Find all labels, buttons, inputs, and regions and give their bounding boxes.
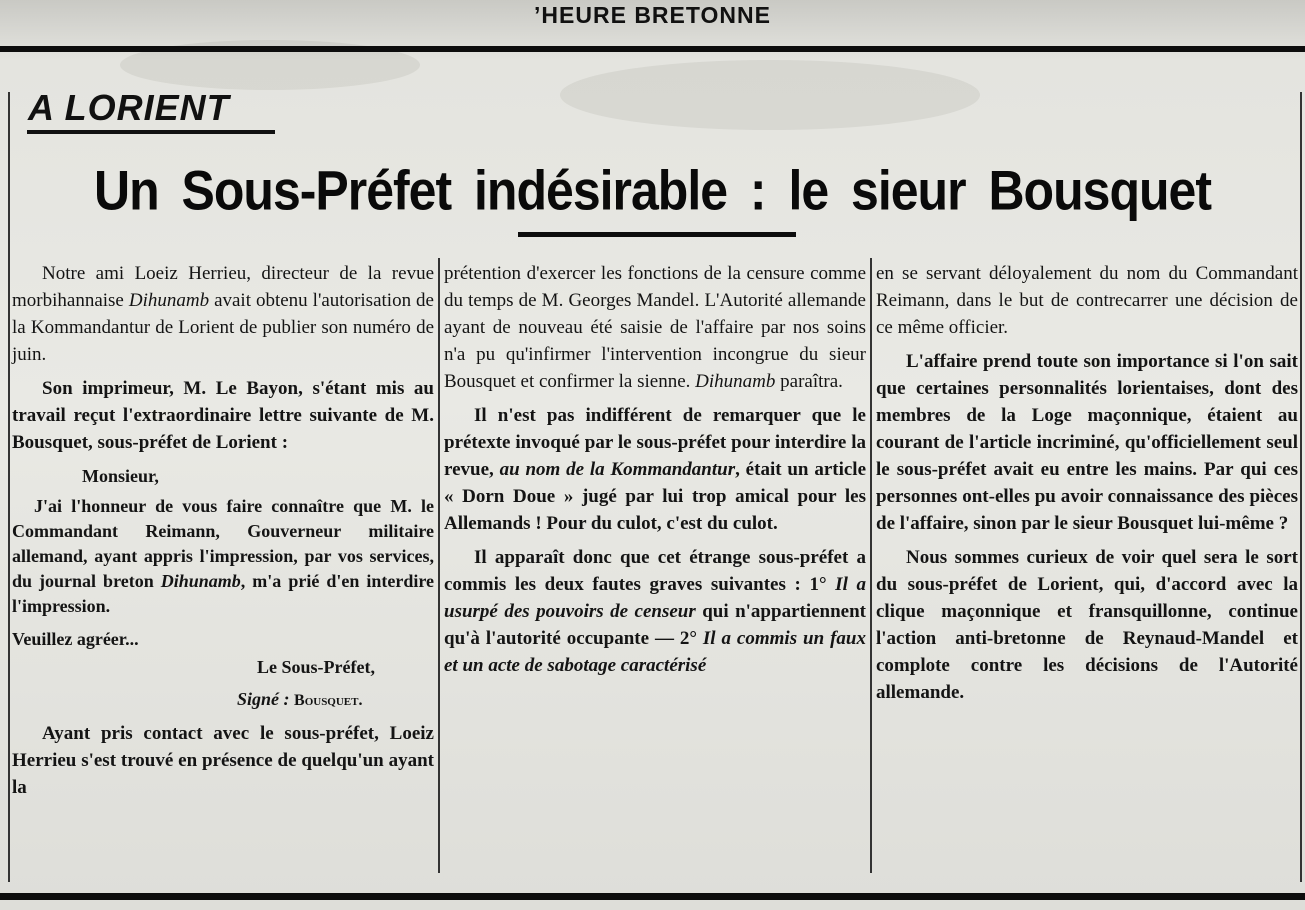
paragraph: Il n'est pas indifférent de remarquer que le prétexte invoqué par le sous-préfet pour interdire la revue, au nom de la Kommandantur, était un article « Dorn Doue » jugé par lui trop amical pour les Allemands ! Pour du culot, c'est du culot.: [444, 405, 866, 534]
column-1: [12, 260, 434, 885]
letter-salutation: Monsieur,: [82, 466, 159, 486]
masthead: ʼHEURE BRETONNE: [534, 2, 771, 28]
column-3: [876, 260, 1298, 885]
column-separator: [870, 258, 872, 873]
column-separator: [438, 258, 440, 873]
section-kicker: A LORIENT: [28, 87, 230, 128]
paragraph: Notre ami Loeiz Herrieu, directeur de la revue morbihannaise Dihunamb avait obtenu l'autorisation de la Kommandantur de Lorient de publier son numéro de juin.: [12, 263, 434, 365]
paragraph: en se servant déloyalement du nom du Commandant Reimann, dans le but de contrecarrer une décision de ce même officier.: [876, 263, 1298, 338]
paragraph: Il apparaît donc que cet étrange sous-préfet a commis les deux fautes graves suivantes : 1° Il a usurpé des pouvoirs de censeur qui n'appartiennent qu'à l'autorité occupante — 2° Il a commis un faux et un acte de sabotage caractérisé: [444, 547, 866, 676]
headline: Un Sous-Préfet indésirable : le sieur Bousquet: [93, 159, 1211, 222]
top-rule: [0, 46, 1305, 52]
kicker-underline: [27, 130, 275, 134]
signature-title: Le Sous-Préfet,: [257, 657, 375, 677]
signature: Signé : Bousquet.: [237, 689, 363, 709]
paragraph: Ayant pris contact avec le sous-préfet, Loeiz Herrieu s'est trouvé en présence de quelqu'un ayant la: [12, 723, 434, 798]
paragraph: Son imprimeur, M. Le Bayon, s'étant mis au travail reçut l'extraordinaire lettre suivante de M. Bousquet, sous-préfet de Lorient :: [12, 378, 434, 453]
quoted-letter: [12, 463, 434, 653]
bottom-rule: [0, 893, 1305, 900]
paragraph: L'affaire prend toute son importance si l'on sait que certaines personnalités lorientaises, dont des membres de la Loge maçonnique, étaient au courant de l'article incriminé, qu'officiellement seul le sous-préfet avait eu entre les mains. Par qui ces personnes ont-elles pu avoir connaissance des pièces de l'affaire, sinon par le sieur Bousquet lui-même ?: [876, 351, 1298, 534]
letter-body: J'ai l'honneur de vous faire connaître que M. le Commandant Reimann, Gouverneur militaire allemand, ayant appris l'impression, par vos services, du journal breton Dihunamb, m'a prié d'en interdire l'impression.: [12, 496, 434, 616]
paragraph: Nous sommes curieux de voir quel sera le sort du sous-préfet de Lorient, qui, d'accord avec la clique maçonnique et fransquillonne, continue l'action anti-bretonne de Reynaud-Mandel et complote contre les décisions de l'Autorité allemande.: [876, 547, 1298, 703]
paragraph: prétention d'exercer les fonctions de la censure comme du temps de M. Georges Mandel. L'Autorité allemande ayant de nouveau été saisie de l'affaire par nos soins n'a pu qu'infirmer l'intervention incongrue du sieur Bousquet et confirmer la sienne. Dihunamb paraîtra.: [444, 263, 866, 392]
column-2: [444, 260, 866, 885]
headline-underline: [518, 232, 796, 237]
letter-closing: Veuillez agréer...: [12, 629, 139, 649]
